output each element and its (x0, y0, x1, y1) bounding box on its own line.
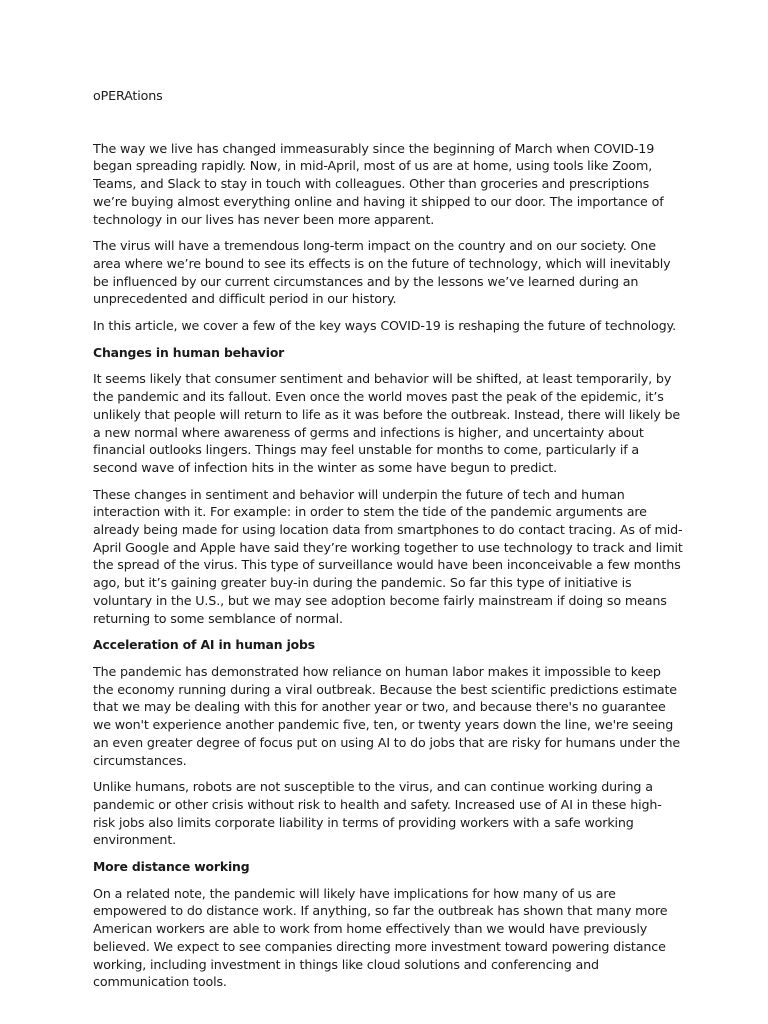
paragraph-article-scope: In this article, we cover a few of the key ways COVID-19 is reshaping the future of technology. (93, 318, 676, 334)
document-body (93, 87, 683, 1000)
document-header: oPERAtions (93, 88, 163, 103)
section-heading-distance-working: More distance working (93, 859, 250, 875)
paragraph-contact-tracing: These changes in sentiment and behavior will underpin the future of tech and human interaction with it. For example: in order to stem the tide of the pandemic arguments are already being made for using location data from smartphones to do contact tracing. As of mid-April Google and Apple have said they’re working together to use technology to track and limit the spread of the virus. This type of surveillance would have been inconceivable a few months ago, but it’s gaining greater buy-in during the pandemic. So far this type of initiative is voluntary in the U.S., but we may see adoption become fairly mainstream if doing so means returning to some semblance of normal. (93, 486, 683, 626)
paragraph-robots: Unlike humans, robots are not susceptible to the virus, and can continue working during a pandemic or other crisis without risk to health and safety. Increased use of AI in these high-risk jobs also limits corporate liability in terms of providing workers with a safe working environment. (93, 779, 662, 848)
paragraph-human-labor: The pandemic has demonstrated how reliance on human labor makes it impossible to keep the economy running during a viral outbreak. Because the best scientific predictions estimate that we may be dealing with this for another year or two, and because there's no guarantee we won't experience another pandemic five, ten, or twenty years down the line, we're seeing an even greater degree of focus put on using AI to do jobs that are risky for humans under the circumstances. (93, 663, 681, 768)
section-heading-ai-jobs: Acceleration of AI in human jobs (93, 637, 315, 653)
section-heading-human-behavior: Changes in human behavior (93, 344, 285, 360)
paragraph-impact: The virus will have a tremendous long-term impact on the country and on our society. One area where we’re bound to see its effects is on the future of technology, which will inevitably be influenced by our current circumstances and by the lessons we’ve learned during an unprecedented and difficult period in our history. (93, 238, 671, 307)
paragraph-distance-work: On a related note, the pandemic will likely have implications for how many of us are empowered to do distance work. If anything, so far the outbreak has shown that many more American workers are able to work from home effectively than we would have previously believed. We expect to see companies directing more investment toward powering distance working, including investment in things like cloud solutions and conferencing and communication tools. (93, 885, 668, 990)
paragraph-intro: The way we live has changed immeasurably since the beginning of March when COVID-19 began spreading rapidly. Now, in mid-April, most of us are at home, using tools like Zoom, Teams, and Slack to stay in touch with colleagues. Other than groceries and prescriptions we’re buying almost everything online and having it shipped to our door. The importance of technology in our lives has never been more apparent. (93, 140, 664, 227)
paragraph-consumer-sentiment: It seems likely that consumer sentiment and behavior will be shifted, at least temporarily, by the pandemic and its fallout. Even once the world moves past the peak of the epidemic, it’s unlikely that people will return to life as it was before the outbreak. Instead, there will likely be a new normal where awareness of germs and infections is higher, and uncertainty about financial outlooks lingers. Things may feel unstable for months to come, particularly if a second wave of infection hits in the winter as some have begun to predict. (93, 371, 681, 475)
